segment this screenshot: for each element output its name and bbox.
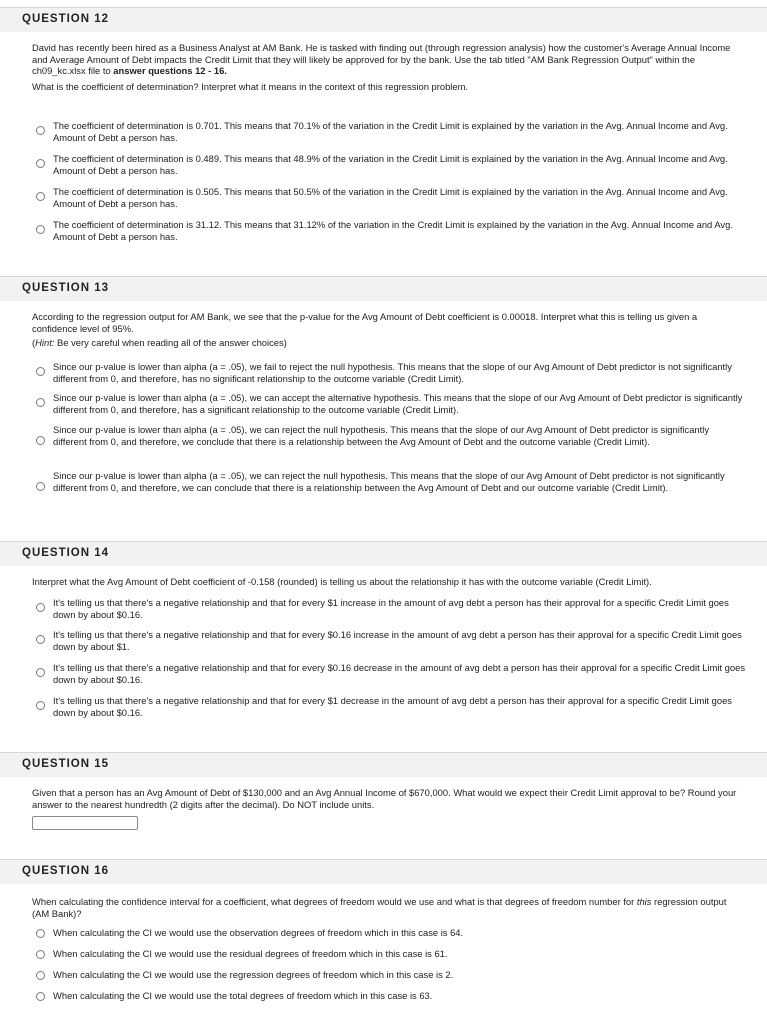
question-15-title: QUESTION 15 xyxy=(22,758,110,770)
q13-option-3-radio[interactable] xyxy=(36,436,45,445)
question-16-title: QUESTION 16 xyxy=(22,865,110,877)
question-16-text xyxy=(32,896,744,919)
q16-option-2-radio[interactable] xyxy=(36,950,45,959)
q14-option-3-radio[interactable] xyxy=(36,668,45,677)
q16-option-4-radio[interactable] xyxy=(36,992,45,1001)
question-16-header xyxy=(0,859,767,884)
question-12-header xyxy=(0,7,767,32)
question-14-header xyxy=(0,541,767,566)
q12-option-2-radio[interactable] xyxy=(36,159,45,168)
q14-option-1-radio[interactable] xyxy=(36,603,45,612)
q16-option-3-radio[interactable] xyxy=(36,971,45,980)
question-15-text xyxy=(32,787,744,810)
q14-option-4-radio[interactable] xyxy=(36,701,45,710)
q12-option-4-radio[interactable] xyxy=(36,225,45,234)
question-12-prompt: What is the coefficient of determination? Interpret what it means in the context of this regression problem. xyxy=(32,80,468,92)
q13-option-4-radio[interactable] xyxy=(36,482,45,491)
q12-option-3-radio[interactable] xyxy=(36,192,45,201)
question-14-text xyxy=(32,576,744,588)
question-12-text xyxy=(32,42,744,92)
question-12-intro: David has recently been hired as a Business Analyst at AM Bank. He is tasked with finding out (through regression analysis) how the customer's Average Annual Income and Average Amount of Debt impacts the Credit Limit that they will likely be approved for by the bank. Use the tab titled "AM Bank Regression Output" within the ch09_kc.xlsx file to answer questions 12 - 16. xyxy=(32,42,731,77)
q13-option-1-radio[interactable] xyxy=(36,367,45,376)
question-15-answer-input[interactable] xyxy=(32,816,138,830)
question-14-prompt: Interpret what the Avg Amount of Debt coefficient of -0.158 (rounded) is telling us about the relationship it has with the outcome variable (Credit Limit). xyxy=(32,576,652,587)
question-13-prompt: According to the regression output for AM Bank, we see that the p-value for the Avg Amount of Debt coefficient is 0.00018. Interpret what this is telling us given a confidence level of 95%. xyxy=(32,311,698,334)
q13-option-2-radio[interactable] xyxy=(36,398,45,407)
question-13-text xyxy=(32,311,744,349)
q14-option-2-radio[interactable] xyxy=(36,635,45,644)
question-13-hint: (Hint: Be very careful when reading all of the answer choices) xyxy=(32,337,287,349)
question-15-prompt: Given that a person has an Avg Amount of Debt of $130,000 and an Avg Annual Income of $670,000. What would we expect their Credit Limit approval to be? Round your answer to the nearest hundredth (2 digits after the decimal). Do NOT include units. xyxy=(32,787,737,810)
question-12-title: QUESTION 12 xyxy=(22,13,110,25)
question-15-header xyxy=(0,752,767,777)
question-13-header xyxy=(0,276,767,301)
q12-option-1-radio[interactable] xyxy=(36,126,45,135)
question-13-title: QUESTION 13 xyxy=(22,282,110,294)
q16-option-1-radio[interactable] xyxy=(36,929,45,938)
question-16-prompt: When calculating the confidence interval for a coefficient, what degrees of freedom would we use and what is that degrees of freedom number for this regression output (AM Bank)? xyxy=(32,896,727,919)
question-14-title: QUESTION 14 xyxy=(22,547,110,559)
